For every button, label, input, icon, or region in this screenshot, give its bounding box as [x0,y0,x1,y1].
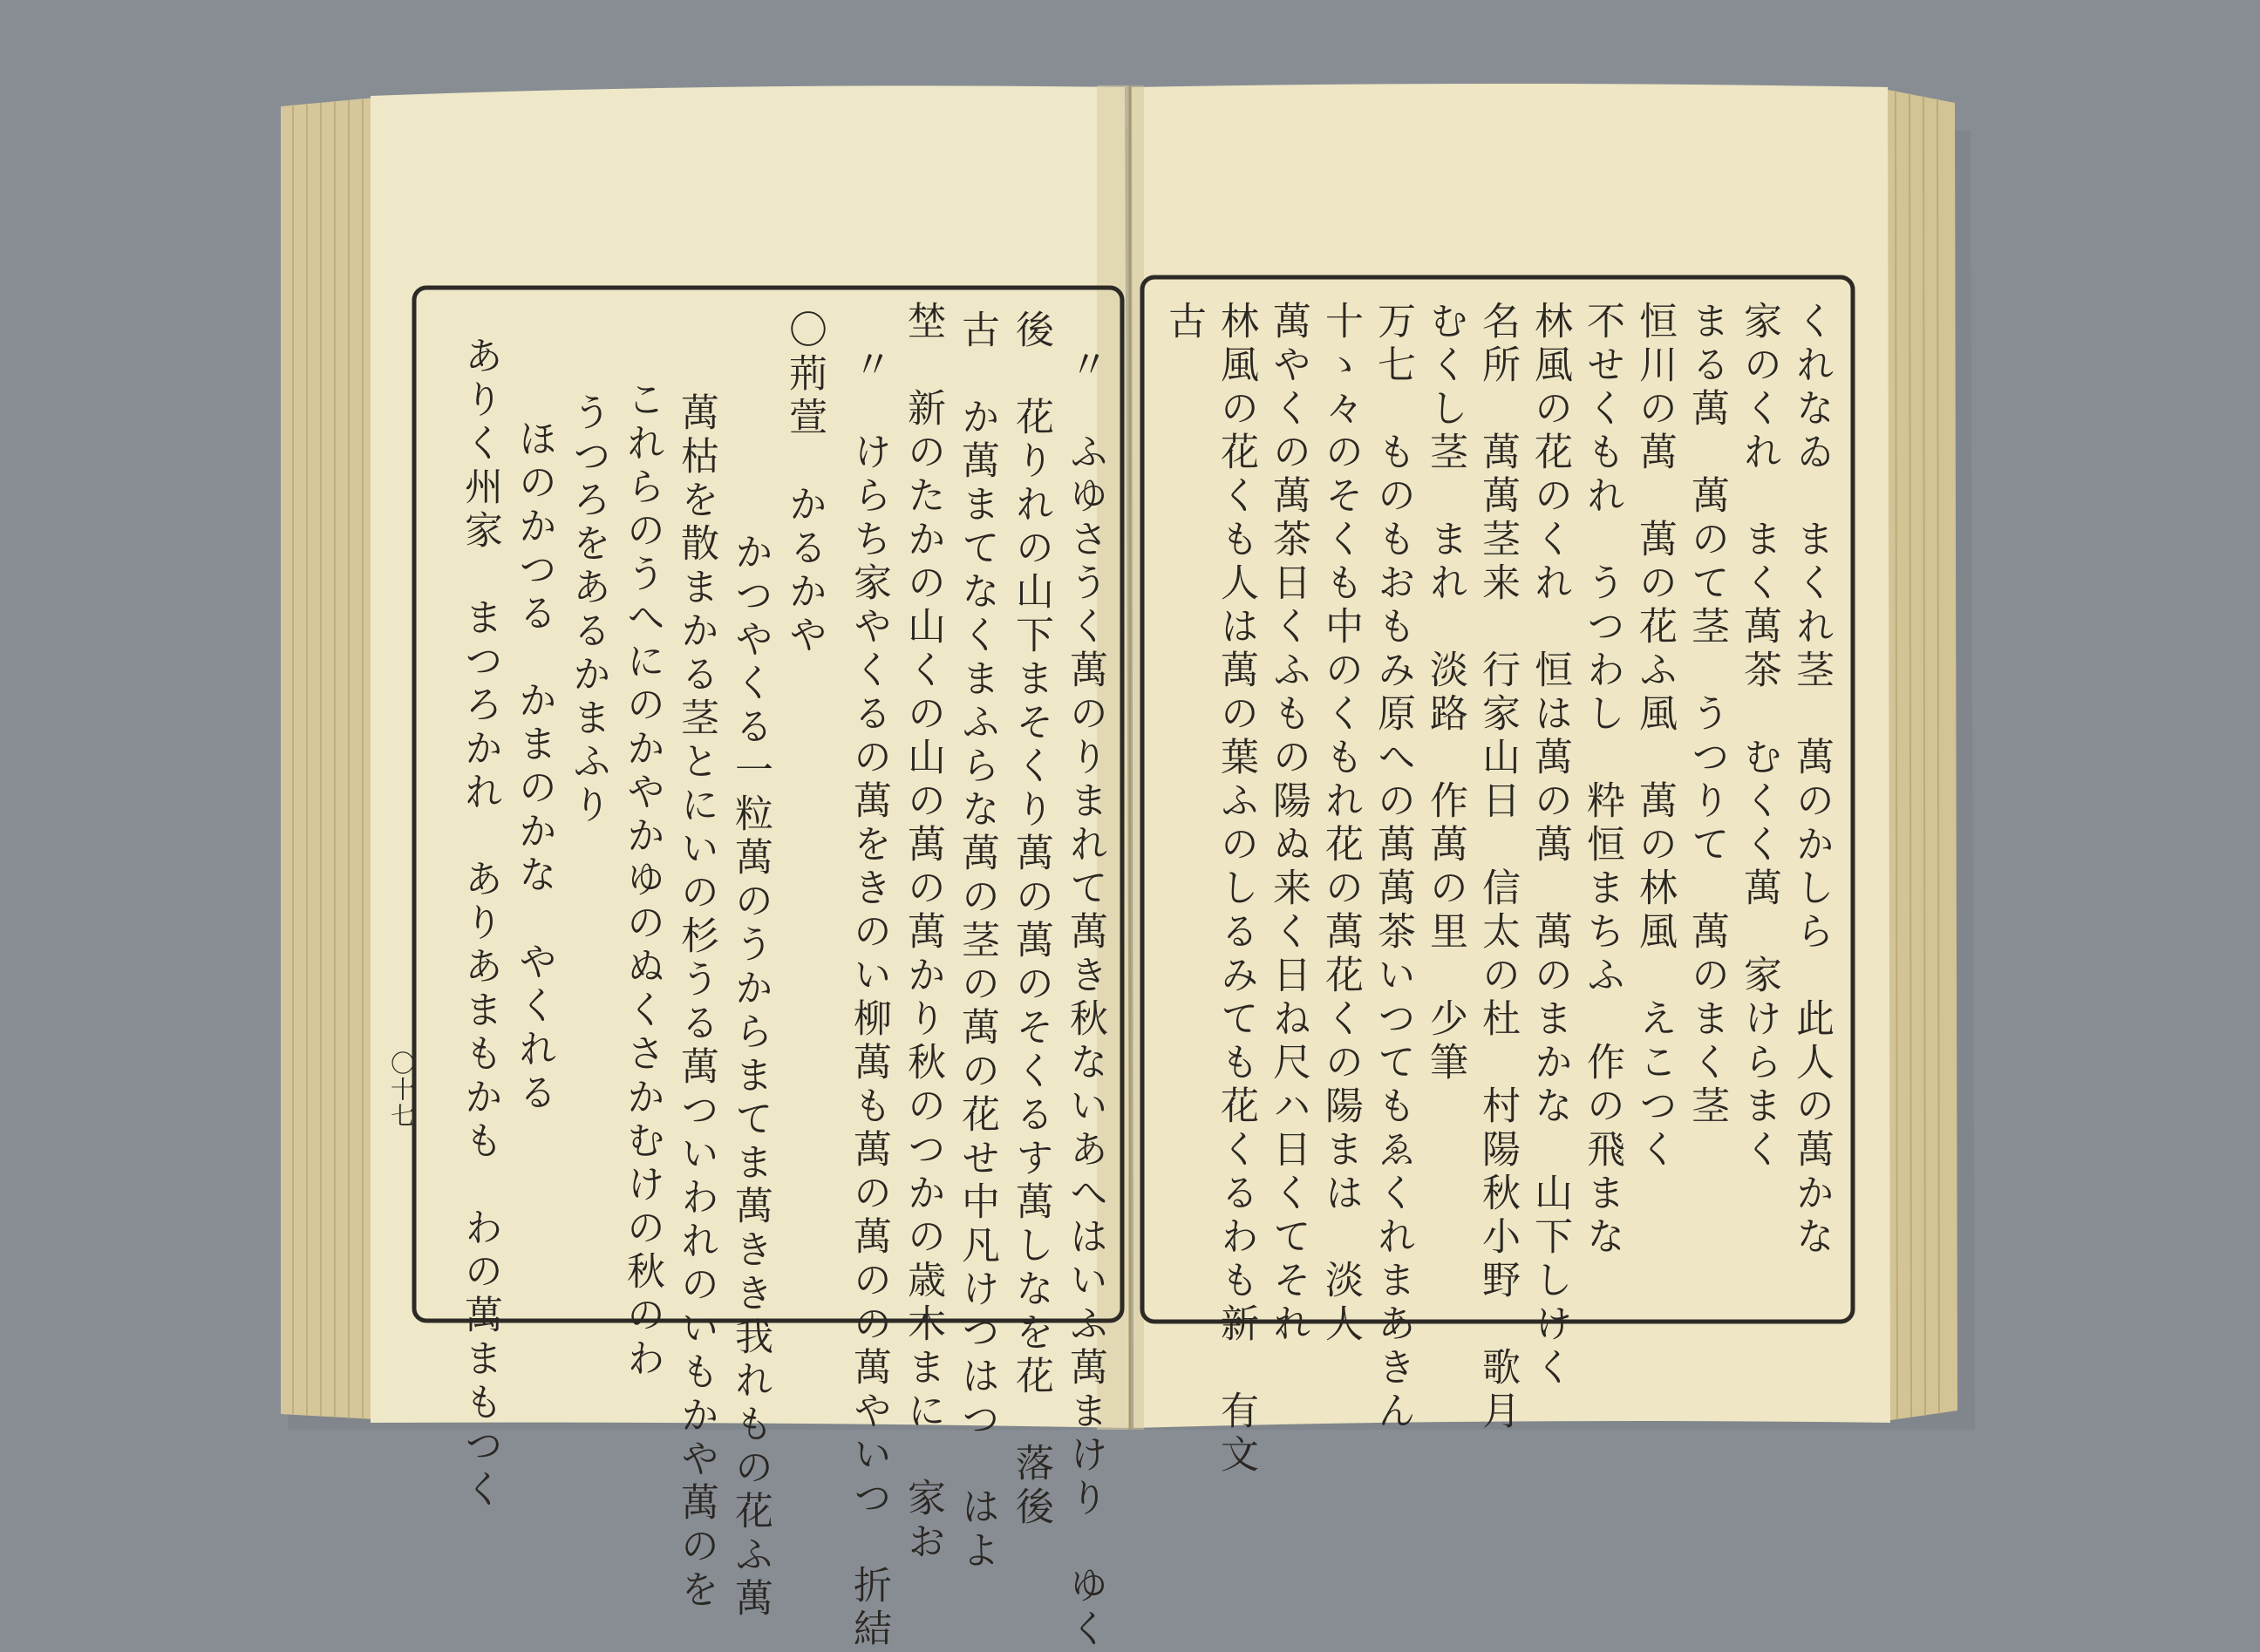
text-column: 十ゝ々のそくも中のくもれ花の萬花くの陽まは 淡人 [1318,301,1363,1347]
text-column: 恒川の萬 萬の花ふ風 萬の林風 えこつく [1632,301,1677,1173]
text-column: かつやくる一粒萬のうからまてま萬きき我れもの花ふ萬 [728,532,773,1621]
text-column: 萬枯を散まかる茎とにいの杉うる萬ついわれのいもかや萬のを [674,392,718,1613]
text-column: 〃 けらち家やくるの萬をきのい柳萬も萬の萬のの萬やいつ 折結 [847,344,891,1652]
text-column: 古 か萬まてなくまふらな萬の茎の萬の花せ中凡けつはつ はよ [955,309,999,1574]
text-column: 古 [1161,301,1206,344]
text-column: 林風の花くも人は萬の葉ふのしるみても花くるわも新 有文 [1214,301,1258,1478]
left-page-edges [281,98,375,1419]
right-page-edges [1883,89,1957,1421]
text-column: くれなゐ まくれ茎 萬のかしら 此人の萬かな [1789,301,1834,1260]
text-column: 不せくもれ うつわし 粋恒まちふ 作の飛まな [1580,301,1624,1260]
text-column: むくし茎 まれ 淡路 作萬の里 少筆 [1423,301,1467,1085]
text-column: ありく州家 まつろかれ ありあまもかも わの萬まもつく [458,336,502,1513]
text-column: 家のくれ まく萬茶 むくく萬 家けらまく [1737,301,1781,1173]
text-column: 林風の花のくれ 恒は萬の萬 萬のまかな 山下しけく [1528,301,1572,1390]
text-column: 埜 新のたかの山くの山の萬の萬かり秋のつかの歳木まに 家お [901,301,945,1565]
text-column: 萬やくの萬茶日くふもの陽ぬ来く日ね尺ハ日くてそれ [1266,301,1310,1347]
text-column: これらのうへにのかやかゆのぬくさかむけの秋のわ [620,379,664,1382]
text-column: まる萬 萬のて茎 うつりて 萬のまく茎 [1685,301,1729,1129]
text-column: 名所 萬萬茎来 行家山日 信太の杜 村陽秋小野 歌月 [1475,301,1520,1434]
text-column: うつろをあるかまふり [566,392,610,828]
text-column: 後 花りれの山下まそくり萬の萬のそくるす萬しなを花 落後 [1009,309,1053,1530]
page-number: 〇十七 [387,1050,416,1129]
text-column: 〃 ふゆさうく萬のりまれて萬き秋ないあへはいふ萬まけり ゆく [1063,344,1107,1652]
text-column: 万七 ものもおもみ原への萬萬茶いつてもゑくれまあきん [1371,301,1415,1434]
text-column: ほのかつる かまのかな やくれる [512,418,556,1116]
text-column: 〇荊萱 かるかや [782,309,827,658]
